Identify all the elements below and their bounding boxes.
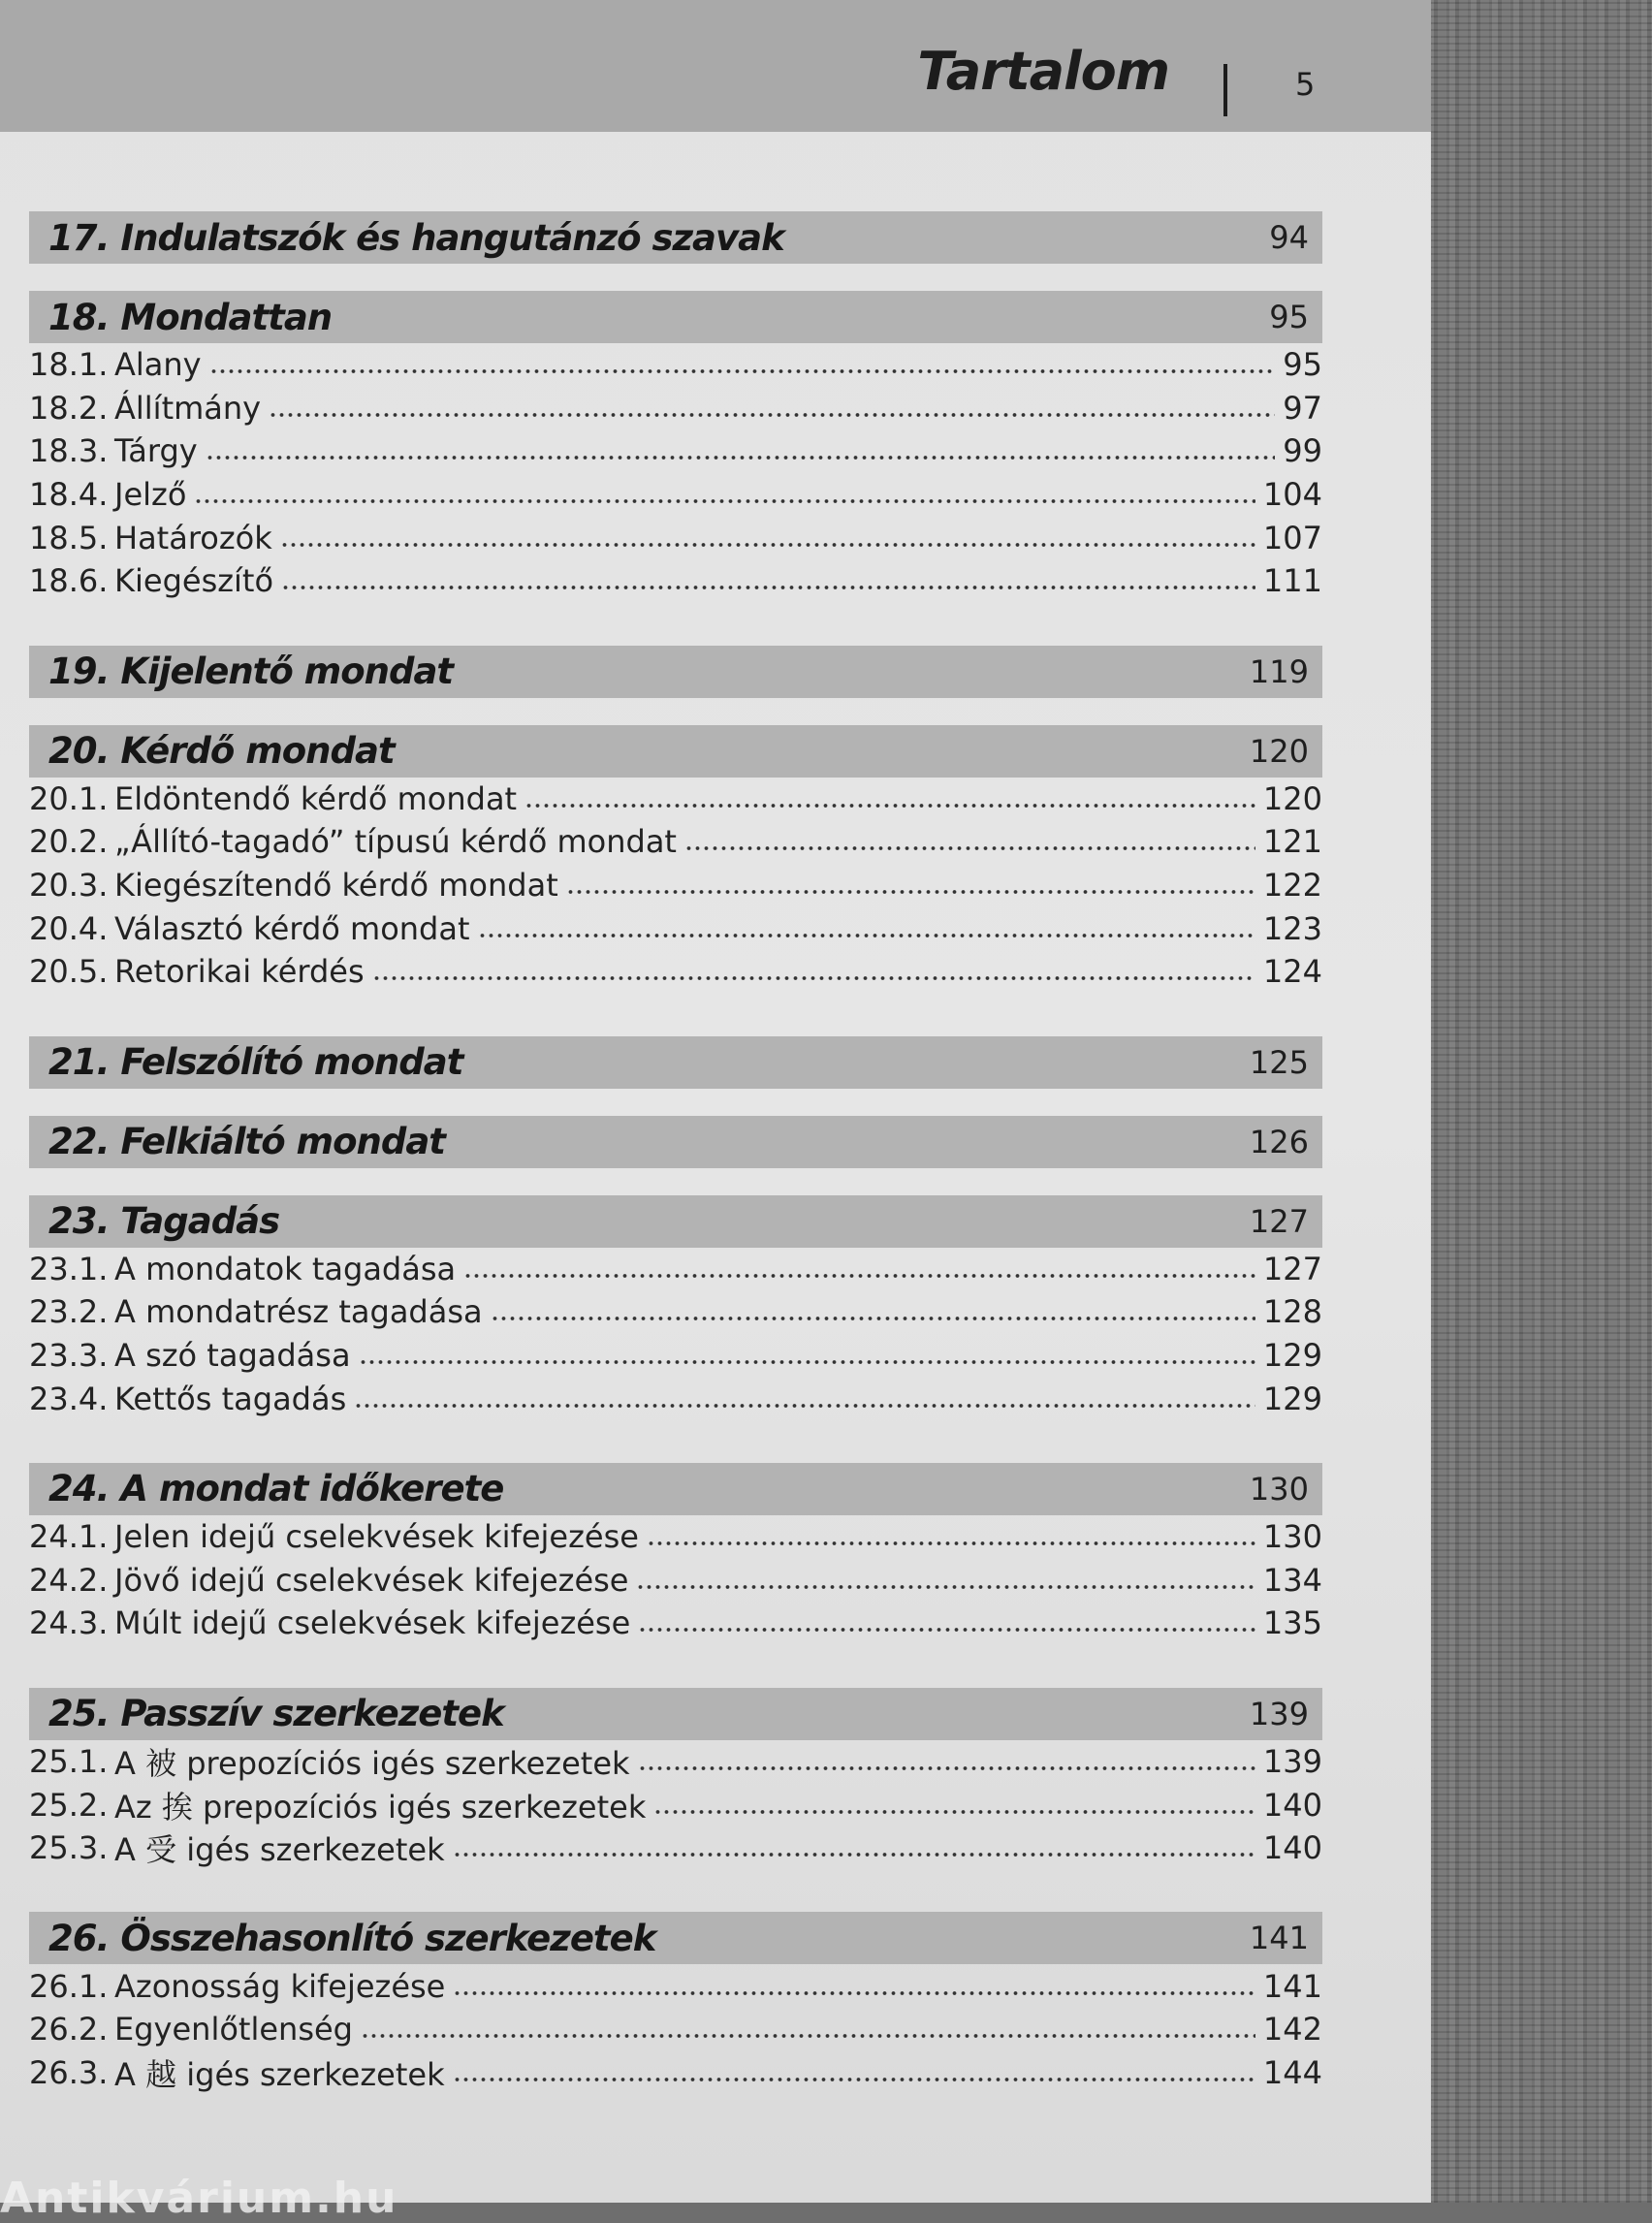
entry-number: 23.1.: [29, 1250, 109, 1287]
dot-leader: [453, 1976, 1255, 1997]
entry-page-number: 95: [1283, 346, 1322, 384]
entry-page-number: 134: [1262, 1561, 1322, 1599]
entry-label: A 受 igés szerkezetek: [114, 1831, 445, 1869]
chapter-page-number: 125: [1249, 1043, 1309, 1081]
entry-page-number: 139: [1262, 1742, 1322, 1780]
page-number: 5: [1295, 66, 1316, 103]
entry-label: Határozók: [114, 519, 272, 556]
entry-number: 18.3.: [29, 432, 109, 470]
toc-entry[interactable]: [29, 2051, 1322, 2095]
entry-number: 20.4.: [29, 909, 109, 947]
entry-page-number: 135: [1262, 1604, 1322, 1642]
entry-label: Azonosság kifejezése: [114, 1967, 446, 2005]
dot-leader: [372, 961, 1255, 982]
chapter-heading[interactable]: [29, 1463, 1322, 1515]
entry-page-number: 124: [1262, 953, 1322, 991]
header-divider: [1223, 64, 1227, 116]
dot-leader: [524, 788, 1255, 810]
toc-entry[interactable]: [29, 1740, 1322, 1784]
toc-entry[interactable]: [29, 2008, 1322, 2051]
entry-page-number: 107: [1262, 519, 1322, 556]
entry-number: 24.3.: [29, 1604, 109, 1642]
chapter-title: 23. Tagadás: [48, 1200, 280, 1243]
entry-number: 25.1.: [29, 1742, 109, 1780]
chapter-page-number: 130: [1249, 1470, 1309, 1508]
entry-number: 18.5.: [29, 519, 109, 556]
entry-number: 24.1.: [29, 1518, 109, 1556]
entry-number: 20.5.: [29, 953, 109, 991]
chapter-page-number: 127: [1249, 1202, 1309, 1240]
chapter-heading[interactable]: [29, 1912, 1322, 1964]
toc-entry[interactable]: [29, 906, 1322, 950]
entry-number: 25.3.: [29, 1829, 109, 1867]
chapter-heading[interactable]: [29, 1036, 1322, 1089]
entry-label: Jelző: [114, 476, 187, 514]
dot-leader: [684, 831, 1255, 852]
entry-label: Kiegészítő: [114, 562, 274, 600]
entry-page-number: 144: [1262, 2053, 1322, 2091]
chapter-title: 20. Kérdő mondat: [48, 730, 395, 773]
toc-entry[interactable]: [29, 387, 1322, 430]
toc-entry[interactable]: [29, 516, 1322, 559]
entry-label: Jelen idejű cselekvések kifejezése: [114, 1518, 639, 1556]
background-wall: [1425, 0, 1652, 2203]
entry-label: Állítmány: [114, 389, 262, 427]
entry-page-number: 111: [1262, 562, 1322, 600]
toc-entry[interactable]: [29, 1964, 1322, 2008]
chapter-title: 21. Felszólító mondat: [48, 1041, 463, 1084]
toc-entry[interactable]: [29, 778, 1322, 821]
entry-number: 18.2.: [29, 389, 109, 427]
section-gap: [29, 1645, 1322, 1688]
chapter-title: 17. Indulatszók és hangutánzó szavak: [48, 216, 784, 259]
entry-page-number: 129: [1262, 1380, 1322, 1417]
dot-leader: [359, 1345, 1255, 1366]
dot-leader: [653, 1794, 1255, 1816]
page-header: [0, 0, 1431, 132]
entry-label: Tárgy: [114, 432, 198, 470]
section-gap: [29, 1168, 1322, 1195]
chapter-page-number: 95: [1269, 299, 1309, 335]
toc-entry[interactable]: [29, 473, 1322, 517]
entry-number: 18.1.: [29, 346, 109, 384]
chapter-title: 22. Felkiáltó mondat: [48, 1121, 445, 1163]
section-gap: [29, 1869, 1322, 1912]
toc-entry[interactable]: [29, 343, 1322, 387]
chapter-title: 26. Összehasonlító szerkezetek: [48, 1917, 656, 1959]
section-gap: [29, 603, 1322, 646]
dot-leader: [281, 570, 1255, 591]
section-gap: [29, 1089, 1322, 1116]
dot-leader: [269, 397, 1275, 419]
entry-label: Retorikai kérdés: [114, 953, 365, 991]
chapter-page-number: 139: [1249, 1695, 1309, 1732]
entry-page-number: 142: [1262, 2011, 1322, 2048]
entry-page-number: 122: [1262, 867, 1322, 905]
dot-leader: [209, 354, 1276, 375]
entry-label: Eldöntendő kérdő mondat: [114, 779, 518, 817]
chapter-title: 24. A mondat időkerete: [48, 1468, 504, 1510]
entry-number: 23.4.: [29, 1380, 109, 1417]
entry-page-number: 104: [1262, 476, 1322, 514]
entry-page-number: 129: [1262, 1337, 1322, 1375]
entry-page-number: 121: [1262, 823, 1322, 861]
entry-number: 20.2.: [29, 823, 109, 861]
dot-leader: [566, 874, 1255, 896]
entry-label: Jövő idejű cselekvések kifejezése: [114, 1561, 629, 1599]
entry-label: Múlt idejű cselekvések kifejezése: [114, 1604, 631, 1642]
dot-leader: [636, 1570, 1255, 1591]
dot-leader: [638, 1751, 1255, 1772]
chapter-heading[interactable]: [29, 725, 1322, 778]
dot-leader: [491, 1301, 1255, 1322]
entry-label: A mondatok tagadása: [114, 1250, 457, 1287]
entry-number: 26.1.: [29, 1967, 109, 2005]
entry-number: 18.6.: [29, 562, 109, 600]
entry-label: A 被 prepozíciós igés szerkezetek: [114, 1744, 630, 1782]
entry-label: Választó kérdő mondat: [114, 909, 470, 947]
dot-leader: [280, 527, 1255, 549]
dot-leader: [638, 1612, 1255, 1634]
dot-leader: [463, 1258, 1255, 1280]
table-of-contents: [29, 211, 1322, 2094]
entry-label: Alany: [114, 346, 202, 384]
entry-label: A mondatrész tagadása: [114, 1293, 483, 1331]
chapter-heading[interactable]: [29, 1116, 1322, 1168]
toc-entry[interactable]: [29, 864, 1322, 907]
entry-page-number: 141: [1262, 1967, 1322, 2005]
chapter-page-number: 119: [1249, 652, 1309, 690]
chapter-page-number: 94: [1269, 219, 1309, 256]
chapter-page-number: 120: [1249, 732, 1309, 770]
toc-entry[interactable]: [29, 559, 1322, 603]
chapter-page-number: 141: [1249, 1920, 1309, 1957]
entry-label: Az 挨 prepozíciós igés szerkezetek: [114, 1788, 647, 1826]
toc-entry[interactable]: [29, 429, 1322, 473]
watermark: Antikvárium.hu: [0, 2174, 398, 2223]
dot-leader: [647, 1526, 1255, 1547]
section-gap: [29, 994, 1322, 1036]
entry-number: 20.3.: [29, 867, 109, 905]
entry-page-number: 123: [1262, 909, 1322, 947]
toc-entry[interactable]: [29, 1826, 1322, 1870]
entry-page-number: 130: [1262, 1518, 1322, 1556]
section-gap: [29, 698, 1322, 725]
toc-entry[interactable]: [29, 1783, 1322, 1826]
toc-entry[interactable]: [29, 1602, 1322, 1645]
entry-number: 26.2.: [29, 2011, 109, 2048]
chapter-heading[interactable]: [29, 211, 1322, 264]
dot-leader: [361, 2018, 1255, 2040]
toc-entry[interactable]: [29, 1377, 1322, 1420]
toc-entry[interactable]: [29, 1334, 1322, 1378]
chapter-heading[interactable]: [29, 646, 1322, 698]
entry-label: A 越 igés szerkezetek: [114, 2055, 445, 2093]
entry-number: 18.4.: [29, 476, 109, 514]
dot-leader: [206, 440, 1276, 461]
entry-page-number: 120: [1262, 779, 1322, 817]
section-gap: [29, 1420, 1322, 1463]
chapter-title: 18. Mondattan: [48, 296, 333, 338]
entry-label: Kettős tagadás: [114, 1380, 347, 1417]
entry-page-number: 140: [1262, 1786, 1322, 1824]
chapter-heading[interactable]: [29, 1195, 1322, 1248]
toc-entry[interactable]: [29, 820, 1322, 864]
entry-number: 23.3.: [29, 1337, 109, 1375]
entry-number: 20.1.: [29, 779, 109, 817]
dot-leader: [354, 1388, 1255, 1410]
chapter-heading[interactable]: [29, 1688, 1322, 1740]
dot-leader: [478, 918, 1255, 939]
entry-number: 25.2.: [29, 1786, 109, 1824]
chapter-title: 19. Kijelentő mondat: [48, 651, 454, 693]
chapter-title: 25. Passzív szerkezetek: [48, 1693, 504, 1735]
toc-entry[interactable]: [29, 1290, 1322, 1334]
entry-number: 23.2.: [29, 1293, 109, 1331]
dot-leader: [453, 1837, 1255, 1858]
entry-label: A szó tagadása: [114, 1337, 351, 1375]
toc-entry[interactable]: [29, 1248, 1322, 1291]
toc-entry[interactable]: [29, 1515, 1322, 1559]
entry-page-number: 97: [1283, 389, 1322, 427]
entry-number: 24.2.: [29, 1561, 109, 1599]
entry-label: „Állító-tagadó” típusú kérdő mondat: [114, 823, 677, 861]
page-title: Tartalom: [917, 41, 1169, 102]
section-gap: [29, 264, 1322, 291]
dot-leader: [453, 2062, 1255, 2083]
entry-number: 26.3.: [29, 2053, 109, 2091]
entry-page-number: 140: [1262, 1829, 1322, 1867]
entry-page-number: 128: [1262, 1293, 1322, 1331]
entry-page-number: 127: [1262, 1250, 1322, 1287]
toc-entry[interactable]: [29, 1559, 1322, 1603]
entry-page-number: 99: [1283, 432, 1322, 470]
chapter-page-number: 126: [1249, 1123, 1309, 1160]
toc-entry[interactable]: [29, 950, 1322, 994]
chapter-heading[interactable]: [29, 291, 1322, 343]
entry-label: Kiegészítendő kérdő mondat: [114, 867, 558, 905]
dot-leader: [194, 484, 1255, 505]
entry-label: Egyenlőtlenség: [114, 2011, 353, 2048]
